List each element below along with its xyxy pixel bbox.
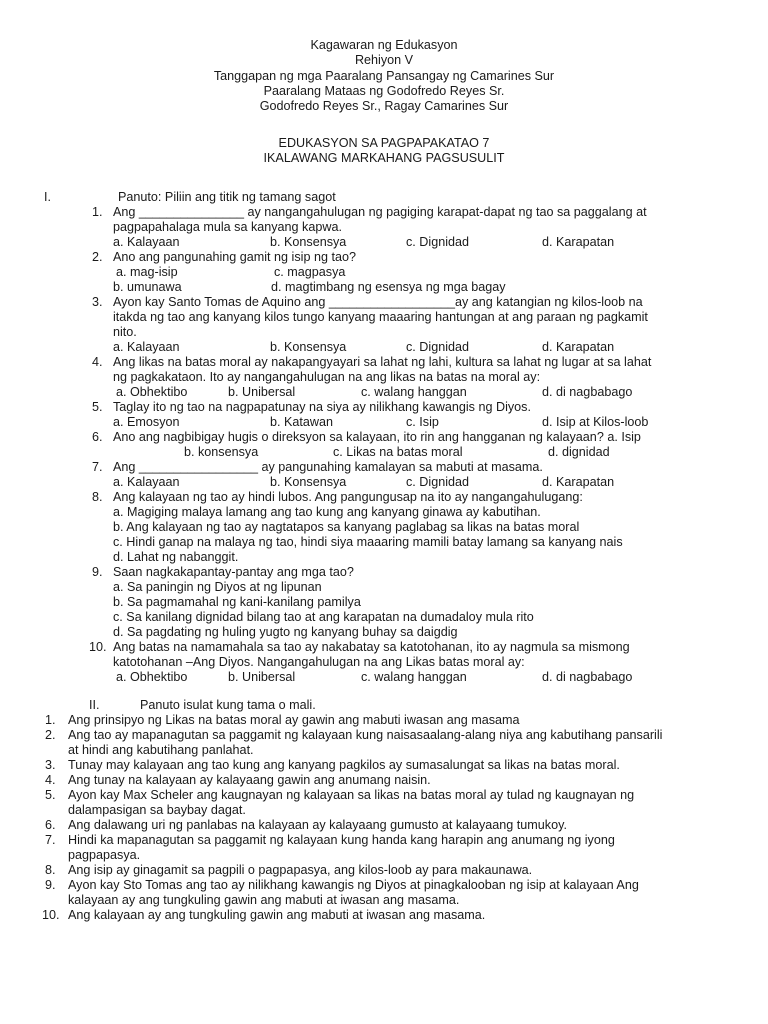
- question-text: itakda ng tao ang kanyang kilos tungo kanyang maaaring hantungan at ang paraan ng pagkamit: [113, 310, 648, 324]
- choice-c: c. magpasya: [274, 265, 346, 279]
- header-address: Godofredo Reyes Sr., Ragay Camarines Sur: [259, 99, 509, 113]
- statement-number: 4.: [45, 773, 56, 787]
- statement-text: at hindi ang kabutihang panlahat.: [68, 743, 254, 757]
- statement-number: 10.: [42, 908, 60, 922]
- choice-c: c. Dignidad: [406, 475, 470, 489]
- header-department: Kagawaran ng Edukasyon: [310, 38, 458, 52]
- option-b: b. Ang kalayaan ng tao ay nagtatapos sa kanyang paglabag sa likas na batas moral: [113, 520, 580, 534]
- statement-number: 1.: [45, 713, 56, 727]
- question-number: 4.: [92, 355, 103, 369]
- choice-d: d. di nagbabago: [542, 670, 633, 684]
- choice-d: d. Isip at Kilos-loob: [542, 415, 649, 429]
- choice-c: c. Isip: [406, 415, 439, 429]
- question-number: 6.: [92, 430, 103, 444]
- choice-b: b. konsensya: [184, 445, 259, 459]
- statement-number: 5.: [45, 788, 56, 802]
- question-number: 8.: [92, 490, 103, 504]
- header-division-office: Tanggapan ng mga Paaralang Pansangay ng Camarines Sur: [213, 69, 555, 83]
- question-text: Ano ang nagbibigay hugis o direksyon sa kalayaan, ito rin ang hangganan ng kalayaan? a. Isip: [113, 430, 641, 444]
- choice-a: a. Emosyon: [113, 415, 180, 429]
- part1-numeral: I.: [44, 190, 51, 204]
- statement-text: Ang prinsipyo ng Likas na batas moral ay gawin ang mabuti iwasan ang masama: [68, 713, 520, 727]
- question-text: nito.: [113, 325, 137, 339]
- choice-b: b. Katawan: [270, 415, 334, 429]
- question-number: 1.: [92, 205, 103, 219]
- exam-subject: EDUKASYON SA PAGPAPAKATAO 7: [278, 136, 490, 150]
- statement-number: 8.: [45, 863, 56, 877]
- choice-b: b. Unibersal: [228, 385, 296, 399]
- choice-a: a. Obhektibo: [116, 670, 188, 684]
- question-text: Ang likas na batas moral ay nakapangyayari sa lahat ng lahi, kultura sa lahat ng lugar at sa lahat: [113, 355, 652, 369]
- statement-number: 9.: [45, 878, 56, 892]
- statement-number: 2.: [45, 728, 56, 742]
- question-text: Ano ang pangunahing gamit ng isip ng tao?: [113, 250, 356, 264]
- question-number: 2.: [92, 250, 103, 264]
- statement-text: Ang kalayaan ay ang tungkuling gawin ang mabuti at iwasan ang masama.: [68, 908, 486, 922]
- choice-c: c. Dignidad: [406, 340, 470, 354]
- choice-a: a. Kalayaan: [113, 340, 180, 354]
- statement-text: Ang tunay na kalayaan ay kalayaang gawin ang anumang naisin.: [68, 773, 431, 787]
- statement-text: Ayon kay Max Scheler ang kaugnayan ng kalayaan sa likas na batas moral ay tulad ng kaugnayan ng: [68, 788, 635, 802]
- choice-a: a. mag-isip: [116, 265, 178, 279]
- question-text: Ang kalayaan ng tao ay hindi lubos. Ang pangungusap na ito ay nangangahulugang:: [113, 490, 583, 504]
- choice-d: d. Karapatan: [542, 235, 615, 249]
- choice-d: d. Karapatan: [542, 475, 615, 489]
- question-text: ng pagkakataon. Ito ay nangangahulugan na ang likas na batas na moral ay:: [113, 370, 541, 384]
- statement-text: pagpapasya.: [68, 848, 141, 862]
- question-number: 7.: [92, 460, 103, 474]
- part1-instruction: Panuto: Piliin ang titik ng tamang sagot: [118, 190, 336, 204]
- choice-c: c. walang hanggan: [361, 670, 467, 684]
- part2-numeral: II.: [89, 698, 100, 712]
- option-a: a. Magiging malaya lamang ang tao kung ang kanyang ginawa ay kabutihan.: [113, 505, 541, 519]
- question-text: Ang batas na namamahala sa tao ay nakabatay sa katotohanan, ito ay nagmula sa mismong: [113, 640, 630, 654]
- choice-d: d. Karapatan: [542, 340, 615, 354]
- statement-number: 6.: [45, 818, 56, 832]
- question-text: Ayon kay Santo Tomas de Aquino ang __________________ay ang katangian ng kilos-loob na: [113, 295, 643, 309]
- question-number: 9.: [92, 565, 103, 579]
- header-region: Rehiyon V: [354, 53, 414, 67]
- option-a: a. Sa paningin ng Diyos at ng lipunan: [113, 580, 322, 594]
- statement-text: Hindi ka mapanagutan sa paggamit ng kalayaan kung handa kang harapin ang anumang ng iyong: [68, 833, 615, 847]
- option-d: d. Sa pagdating ng huling yugto ng kanyang buhay sa daigdig: [113, 625, 458, 639]
- question-text: pagpapahalaga mula sa kanyang kapwa.: [113, 220, 342, 234]
- statement-text: Ang isip ay ginagamit sa pagpili o pagpapasya, ang kilos-loob ay para makaunawa.: [68, 863, 533, 877]
- choice-c: c. walang hanggan: [361, 385, 467, 399]
- choice-b: b. Unibersal: [228, 670, 296, 684]
- option-c: c. Sa kanilang dignidad bilang tao at ang karapatan na dumadaloy mula rito: [113, 610, 534, 624]
- statement-text: Ang tao ay mapanagutan sa paggamit ng kalayaan kung naisasaalang-alang niya ang kabutihang pansarili: [68, 728, 663, 742]
- choice-a: a. Kalayaan: [113, 235, 180, 249]
- question-number: 10.: [89, 640, 107, 654]
- question-number: 3.: [92, 295, 103, 309]
- choice-d: d. dignidad: [548, 445, 610, 459]
- exam-title: IKALAWANG MARKAHANG PAGSUSULIT: [263, 151, 505, 165]
- question-text: Taglay ito ng tao na nagpapatunay na siya ay nilikhang kawangis ng Diyos.: [113, 400, 531, 414]
- statement-text: kalayaan ay ang tungkuling gawin ang mabuti at iwasan ang masama.: [68, 893, 460, 907]
- statement-text: dalampasigan sa baybay dagat.: [68, 803, 246, 817]
- question-text: Saan nagkakapantay-pantay ang mga tao?: [113, 565, 354, 579]
- statement-number: 7.: [45, 833, 56, 847]
- statement-text: Ang dalawang uri ng panlabas na kalayaan ay kalayaang gumusto at kalayaang tumukoy.: [68, 818, 567, 832]
- question-text: katotohanan –Ang Diyos. Nangangahulugan na ang Likas batas moral ay:: [113, 655, 525, 669]
- question-text: Ang _________________ ay pangunahing kamalayan sa mabuti at masama.: [113, 460, 543, 474]
- choice-a: a. Kalayaan: [113, 475, 180, 489]
- question-text: Ang _______________ ay nangangahulugan ng pagiging karapat-dapat ng tao sa paggalang at: [113, 205, 647, 219]
- part2-instruction: Panuto isulat kung tama o mali.: [140, 698, 316, 712]
- statement-text: Tunay may kalayaan ang tao kung ang kanyang pagkilos ay sumasalungat sa likas na batas moral.: [68, 758, 620, 772]
- statement-text: Ayon kay Sto Tomas ang tao ay nilikhang kawangis ng Diyos at pinagkalooban ng isip at kalayaan Ang: [68, 878, 639, 892]
- choice-b: b. Konsensya: [270, 340, 347, 354]
- choice-a: a. Obhektibo: [116, 385, 188, 399]
- choice-d: d. magtimbang ng esensya ng mga bagay: [271, 280, 506, 294]
- header-school: Paaralang Mataas ng Godofredo Reyes Sr.: [263, 84, 505, 98]
- choice-b: b. Konsensya: [270, 475, 347, 489]
- option-b: b. Sa pagmamahal ng kani-kanilang pamilya: [113, 595, 361, 609]
- choice-c: c. Dignidad: [406, 235, 470, 249]
- question-number: 5.: [92, 400, 103, 414]
- choice-d: d. di nagbabago: [542, 385, 633, 399]
- statement-number: 3.: [45, 758, 56, 772]
- choice-b: b. umunawa: [113, 280, 182, 294]
- choice-c: c. Likas na batas moral: [333, 445, 463, 459]
- option-d: d. Lahat ng nabanggit.: [113, 550, 239, 564]
- option-c: c. Hindi ganap na malaya ng tao, hindi siya maaaring mamili batay lamang sa kanyang nais: [113, 535, 623, 549]
- choice-b: b. Konsensya: [270, 235, 347, 249]
